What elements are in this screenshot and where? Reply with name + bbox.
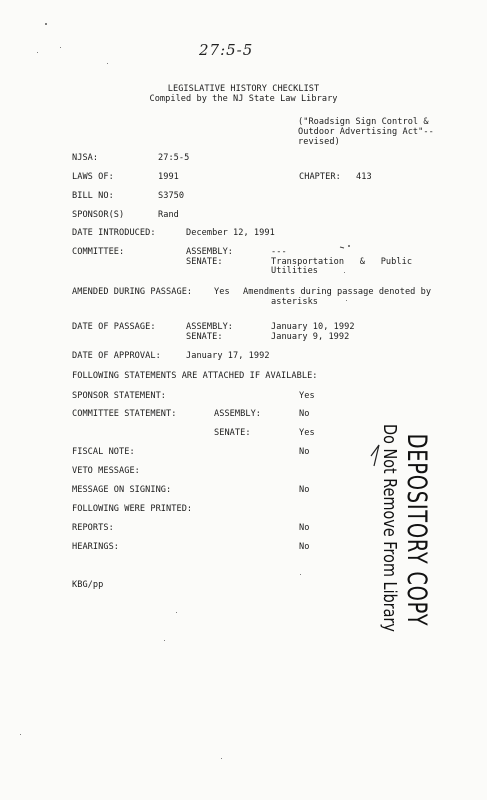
scan-speck [346,300,347,301]
laws-of-label: LAWS OF: [72,172,114,182]
scan-speck [300,574,301,575]
amended-label: AMENDED DURING PASSAGE: [72,287,193,297]
scan-speck [60,47,61,48]
bill-no-value: S3750 [158,191,185,201]
scan-speck [164,640,165,641]
hearings-value: No [299,542,310,552]
committee-statement-assembly-label: ASSEMBLY: [214,409,262,419]
laws-of-value: 1991 [158,172,179,182]
sponsor-statement-value: Yes [299,391,315,401]
date-introduced-label: DATE INTRODUCED: [72,228,156,238]
committee-senate-value-continued: Utilities [271,266,319,276]
committee-statement-senate-value: Yes [299,428,315,438]
printed-header: FOLLOWING WERE PRINTED: [72,504,193,514]
statements-header: FOLLOWING STATEMENTS ARE ATTACHED IF AVAILABLE: [72,371,318,381]
act-name-line-2: Outdoor Advertising Act"-- [298,127,434,137]
stamp-line-1: DEPOSITORY COPY [401,433,432,627]
scan-speck [37,52,38,53]
njsa-label: NJSA: [72,153,99,163]
sponsors-label: SPONSOR(S) [72,210,125,220]
passage-assembly-label: ASSEMBLY: [186,322,234,332]
act-name-line-3: revised) [298,137,340,147]
amended-note-continued: asterisks [271,297,319,307]
amended-value: Yes [214,287,230,297]
passage-senate-label: SENATE: [186,332,223,342]
reports-label: REPORTS: [72,523,114,533]
committee-label: COMMITTEE: [72,247,125,257]
chapter-value: 413 [356,172,372,182]
message-on-signing-label: MESSAGE ON SIGNING: [72,485,172,495]
committee-senate-value: Transportation & Public [271,257,413,267]
date-of-approval-label: DATE OF APPROVAL: [72,351,161,361]
scan-speck [221,758,222,759]
message-on-signing-value: No [299,485,310,495]
scan-speck [344,272,345,273]
reports-value: No [299,523,310,533]
committee-statement-label: COMMITTEE STATEMENT: [72,409,177,419]
committee-assembly-label: ASSEMBLY: [186,247,234,257]
date-introduced-value: December 12, 1991 [186,228,275,238]
committee-statement-senate-label: SENATE: [214,428,251,438]
typist-initials: KBG/pp [72,580,104,590]
page-title: LEGISLATIVE HISTORY CHECKLIST [167,84,320,94]
sponsors-value: Rand [158,210,179,220]
date-of-passage-label: DATE OF PASSAGE: [72,322,156,332]
pen-tick-mark [371,445,379,466]
amended-note: Amendments during passage denoted by [243,287,432,297]
scan-speck [348,245,350,247]
scan-speck [176,612,177,613]
scan-speck [20,734,21,735]
act-name-line-1: ("Roadsign Sign Control & [298,117,429,127]
sponsor-statement-label: SPONSOR STATEMENT: [72,391,167,401]
veto-message-label: VETO MESSAGE: [72,466,140,476]
scan-speck [107,63,108,64]
njsa-value: 27:5-5 [158,153,190,163]
fiscal-note-label: FISCAL NOTE: [72,447,135,457]
bill-no-label: BILL NO: [72,191,114,201]
chapter-label: CHAPTER: [299,172,341,182]
committee-statement-assembly-value: No [299,409,310,419]
passage-senate-date: January 9, 1992 [271,332,350,342]
pen-dash-mark [340,247,344,248]
committee-senate-label: SENATE: [186,257,223,267]
stamp-line-2: Do Not Remove From Library [379,424,400,632]
date-of-approval-value: January 17, 1992 [186,351,270,361]
passage-assembly-date: January 10, 1992 [271,322,355,332]
page-subtitle: Compiled by the NJ State Law Library [149,94,338,104]
handwritten-section-number: 27:5-5 [199,41,254,59]
fiscal-note-value: No [299,447,310,457]
scan-speck [45,23,47,25]
committee-assembly-value: --- [271,247,287,257]
hearings-label: HEARINGS: [72,542,120,552]
